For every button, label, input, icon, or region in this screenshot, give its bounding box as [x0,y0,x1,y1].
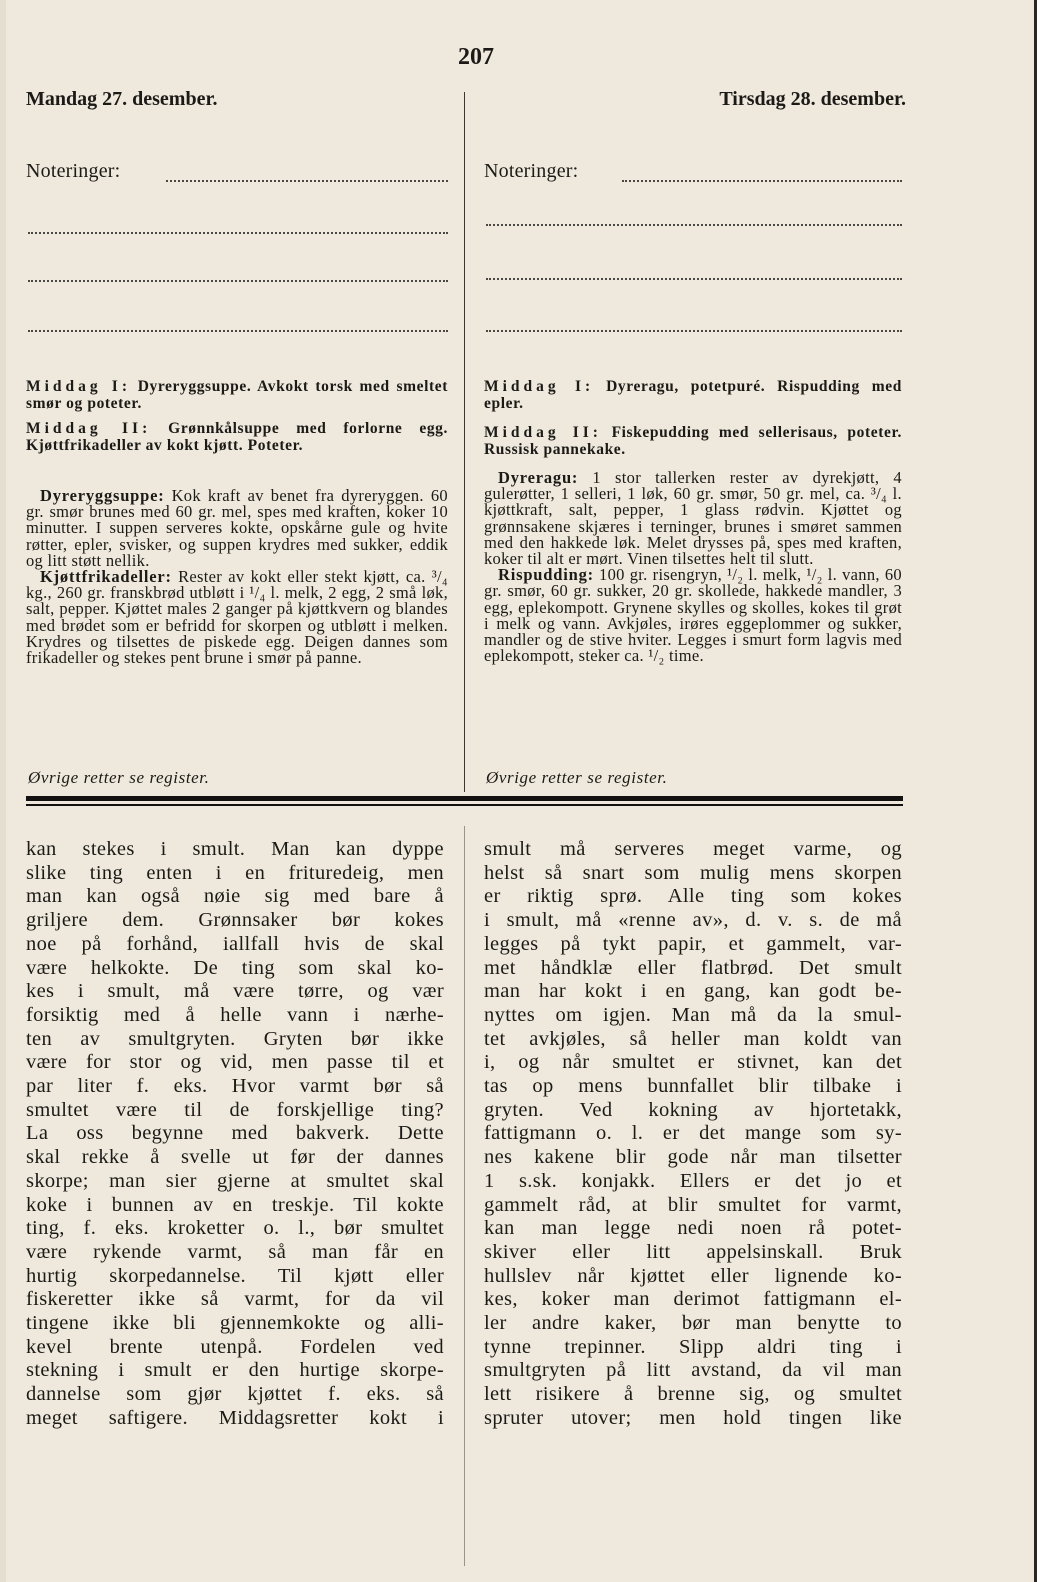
text-line: fattigmann o. l. er det mange som sy- [484,1122,902,1145]
recipe-block-right [484,470,902,664]
menu-label: Middag I: [484,378,595,395]
recipe-title: Dyreragu: [498,468,579,487]
column-divider-lower [464,826,465,1566]
recipe-block-left [26,488,448,666]
recipe-title: Rispudding: [498,565,594,585]
text-line: La oss begynne med bakverk. Dette [26,1122,444,1145]
menu-middag1-right [484,378,902,412]
text-line: smult må serveres meget varme, og [484,838,902,860]
text-line: kan man legge nedi noen rå potet- [484,1217,902,1240]
recipe-kjottfrikadeller [26,569,448,666]
text-line: skiver eller litt appelsinskall. Bruk [484,1240,902,1263]
text-line: kes i smult, må være tørre, og vær [26,980,444,1003]
day-heading-left: Mandag 27. desember. [26,88,218,110]
text-line: fiskeretter ikke så varmt, for da vil [26,1288,444,1311]
text-line: hurtig skorpedannelse. Til kjøtt eller [26,1264,444,1287]
text-line: være rykende varmt, så man får en [26,1240,444,1263]
notes-line-right-3 [486,278,902,280]
notes-line-left-2 [28,232,448,234]
text-line: spruter utover; men hold tingen like [484,1406,902,1429]
text-line: helst så snart som mulig mens skorpen [484,861,902,884]
text-line: griljere dem. Grønnsaker bør kokes [26,909,444,932]
text-line: tas op mens bunnfallet blir tilbake i [484,1075,902,1098]
page-number: 207 [458,44,494,70]
notes-line-right-2 [486,224,902,226]
text-line: i smult, må «renne av», d. v. s. de må [484,909,902,932]
notes-label-left: Noteringer: [26,160,121,182]
notes-line-right-4 [486,330,902,332]
text-line: være helkokte. De ting som skal ko- [26,956,444,979]
text-line: man har kokt i en gang, kan godt be- [484,980,902,1003]
text-line: slike ting enten i en frituredeig, men [26,861,444,884]
text-line: skal rekke å svelle ut før der dannes [26,1146,444,1169]
body-text-left [26,838,444,1431]
day-heading-right: Tirsdag 28. desember. [719,88,906,110]
text-line: noe på forhånd, iallfall hvis de skal [26,932,444,955]
text-line: smultet være til de forskjellige ting? [26,1098,444,1121]
recipe-title: Dyreryggsuppe: [40,486,165,505]
text-line: 1 s.sk. konjakk. Ellers er det jo et [484,1169,902,1192]
text-line: gammelt råd, at blir smultet for varmt, [484,1193,902,1216]
text-line: man kan også nøie sig med bare å [26,885,444,908]
recipe-body: 1 stor tallerken rester av dyrekjøtt, 4 gulerøtter, 1 selleri, 1 løk, 60 gr. smør, 50 gr. mel, ca. ³/₄ l. kjøttkraft, salt, pepper, 1 glass rødvin. Kjøttet og grønnsakene skjæres i terninger, brunes i smøret sammen med den hakkede løk. Melet drysses på, spes med kraften, koker til alt er mørt. Vinen tilsettes helt til slutt. [484,468,902,569]
text-line: være for stor og vid, men passe til et [26,1051,444,1074]
menu-label: Middag I: [26,378,131,395]
text-line: hullslev når kjøttet eller lignende ko- [484,1264,902,1287]
text-line: meget saftigere. Middagsretter kokt i [26,1406,444,1429]
text-line: tet avkjøles, så heller man koldt van [484,1027,902,1050]
text-line: smultgryten på litt avstand, da vil man [484,1359,902,1382]
section-rule-thin [26,804,903,806]
text-line: kan stekes i smult. Man kan dyppe [26,838,444,860]
recipe-body: 100 gr. risengryn, ¹/₂ l. melk, ¹/₂ l. vann, 60 gr. smør, 60 gr. sukker, 20 gr. skollede, hakkede mandler, 3 egg, eplekompott. Grynene skylles og skolles, kokes til grøt i melk og vann. Avkjøles, irøres eggeplommer og sukker, mandler og de stive hviter. Legges i smurt form lagvis med eplekompott, steker ca. ¹/₂ time. [484,565,902,666]
menu-middag2-left [26,420,448,454]
text-line: koke i bunnen av en treskje. Til kokte [26,1193,444,1216]
text-line: lett risikere å brenne sig, og smultet [484,1383,902,1406]
body-text-right [484,838,902,1431]
menu-label: Middag II: [484,424,602,441]
recipe-body: Rester av kokt eller stekt kjøtt, ca. ³/₄ kg., 260 gr. franskbrød utbløtt i ¹/₄ l. melk, 2 egg, 2 små løk, salt, pepper. Kjøttet males 2 ganger på kjøttkvern og blandes med brødet som er befridd for skorpen og utbløtt i melken. Krydres og tilsettes de piskede egg. Deigen dannes som frikadeller og stekes pent brune i smør på panne. [26,567,448,668]
menu-label: Middag II: [26,420,152,437]
recipe-title: Kjøttfrikadeller: [40,567,172,587]
text-line: met håndklæ eller flatbrød. Det smult [484,956,902,979]
text-line: tingene ikke bli gjennemkokte og alli- [26,1312,444,1335]
text-line: forsiktig med å helle vann i nærhe- [26,1003,444,1026]
recipe-rispudding [484,567,902,664]
ovrige-retter-left: Øvrige retter se register. [28,768,210,787]
text-line: kes, koker man derimot fattigmann el- [484,1288,902,1311]
notes-line-right-1 [622,180,902,182]
notes-line-left-1 [166,180,448,182]
menu-middag1-left [26,378,448,412]
text-line: par liter f. eks. Hvor varmt bør så [26,1075,444,1098]
recipe-dyreragu [484,470,902,567]
text-line: i, og når smultet er stivnet, kan det [484,1051,902,1074]
text-line: ting, f. eks. kroketter o. l., bør smultet [26,1217,444,1240]
text-line: tynne trepinner. Slipp aldri ting i [484,1335,902,1358]
menu-text: Grønnkålsuppe med forlorne egg. Kjøttfrikadeller av kokt kjøtt. Poteter. [26,420,448,454]
text-line: nyttes om igjen. Man må da la smul- [484,1003,902,1026]
recipe-dyreryggsuppe [26,488,448,569]
text-line: gryten. Ved kokning av hjortetakk, [484,1098,902,1121]
menu-middag2-right [484,424,902,458]
notes-line-left-4 [28,330,448,332]
section-rule-thick [26,796,903,801]
recipe-body: Kok kraft av benet fra dyreryggen. 60 gr. smør brunes med 60 gr. mel, spes med kraften, koker 10 minutter. I suppen serveres kokte, opskårne gule og hvite røtter, epler, svisker, og suppen krydres med sukker, eddik og litt støtt nellik. [26,486,448,570]
menu-text: Dyreragu, potetpuré. Rispudding med epler. [484,378,902,412]
text-line: stekning i smult er den hurtige skorpe- [26,1359,444,1382]
text-line: kevel brente utenpå. Fordelen ved [26,1335,444,1358]
notes-line-left-3 [28,280,448,282]
text-line: ler andre kaker, bør man benytte to [484,1312,902,1335]
menu-text: Dyreryggsuppe. Avkokt torsk med smeltet smør og poteter. [26,378,448,412]
text-line: skorpe; man sier gjerne at smultet skal [26,1169,444,1192]
text-line: dannelse som gjør kjøttet f. eks. så [26,1383,444,1406]
text-line: er riktig sprø. Alle ting som kokes [484,885,902,908]
menu-text: Fiskepudding med sellerisaus, poteter. Russisk pannekake. [484,424,902,458]
ovrige-retter-right: Øvrige retter se register. [486,768,668,787]
text-line: ten av smultgryten. Gryten bør ikke [26,1027,444,1050]
notes-label-right: Noteringer: [484,160,579,182]
text-line: nes kakene blir gode når man tilsetter [484,1146,902,1169]
column-divider [464,92,465,792]
text-line: legges på tykt papir, et gammelt, var- [484,932,902,955]
